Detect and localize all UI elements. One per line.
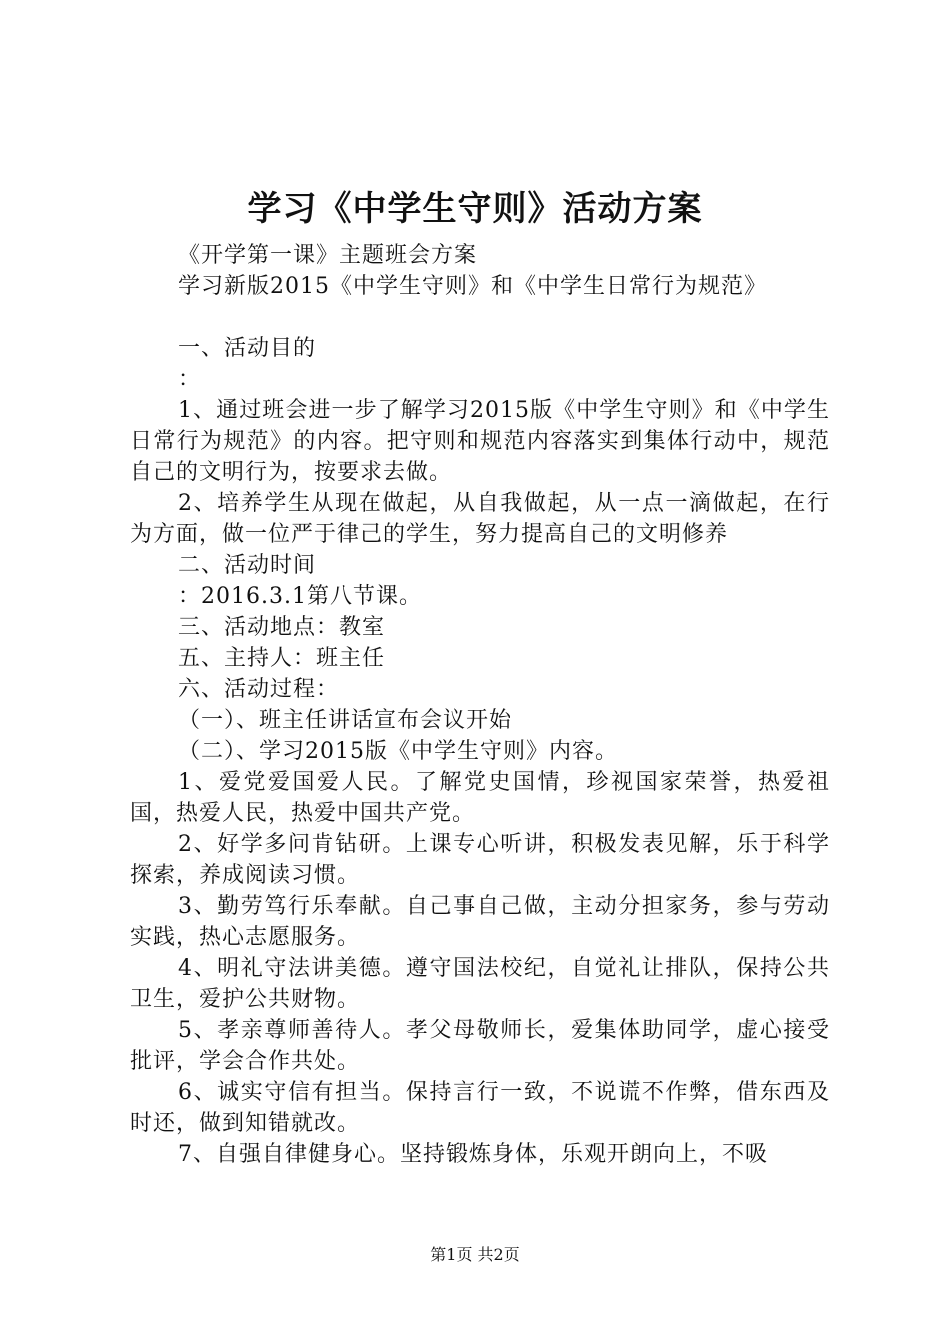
section-location: 三、活动地点：教室 xyxy=(178,615,386,640)
subtitle-line-2: 学习新版2015《中学生守则》和《中学生日常行为规范》 xyxy=(178,274,767,299)
rule-item-7: 7、自强自律健身心。坚持锻炼身体，乐观开朗向上，不吸 xyxy=(178,1142,768,1167)
rule-item-6: 6、诚实守信有担当。保持言行一致，不说谎不作弊，借东西及时还，做到知错就改。 xyxy=(130,1080,830,1136)
time-value: ：2016.3.1第八节课。 xyxy=(178,584,422,609)
rule-item-3: 3、勤劳笃行乐奉献。自己事自己做，主动分担家务，参与劳动实践，热心志愿服务。 xyxy=(130,894,830,950)
section-process: 六、活动过程： xyxy=(178,677,340,702)
document-title: 学习《中学生守则》活动方案 xyxy=(247,189,703,229)
document-body xyxy=(130,240,830,1170)
section-host: 五、主持人：班主任 xyxy=(178,646,386,671)
subtitle-line: 《开学第一课》主题班会方案 xyxy=(178,243,478,268)
purpose-item-1: 1、通过班会进一步了解学习2015版《中学生守则》和《中学生日常行为规范》的内容。把守则和规范内容落实到集体行动中，规范自己的文明行为，按要求去做。 xyxy=(130,398,830,485)
colon-line: ： xyxy=(178,367,202,392)
process-step-1: （一）、班主任讲话宣布会议开始 xyxy=(178,708,513,733)
purpose-item-2: 2、培养学生从现在做起，从自我做起，从一点一滴做起，在行为方面，做一位严于律己的学生，努力提高自己的文明修养 xyxy=(130,491,830,547)
section-heading-purpose: 一、活动目的 xyxy=(178,336,317,361)
page-number-footer: 第1页 共2页 xyxy=(430,1245,520,1264)
rule-item-1: 1、爱党爱国爱人民。了解党史国情，珍视国家荣誉，热爱祖国，热爱人民，热爱中国共产党。 xyxy=(130,770,830,826)
process-step-2: （二）、学习2015版《中学生守则》内容。 xyxy=(178,739,618,764)
rule-item-2: 2、好学多问肯钻研。上课专心听讲，积极发表见解，乐于科学探索，养成阅读习惯。 xyxy=(130,832,830,888)
section-heading-time: 二、活动时间 xyxy=(178,553,317,578)
rule-item-4: 4、明礼守法讲美德。遵守国法校纪，自觉礼让排队，保持公共卫生，爱护公共财物。 xyxy=(130,956,830,1012)
rule-item-5: 5、孝亲尊师善待人。孝父母敬师长，爱集体助同学，虚心接受批评，学会合作共处。 xyxy=(130,1018,830,1074)
blank-line xyxy=(130,302,830,333)
